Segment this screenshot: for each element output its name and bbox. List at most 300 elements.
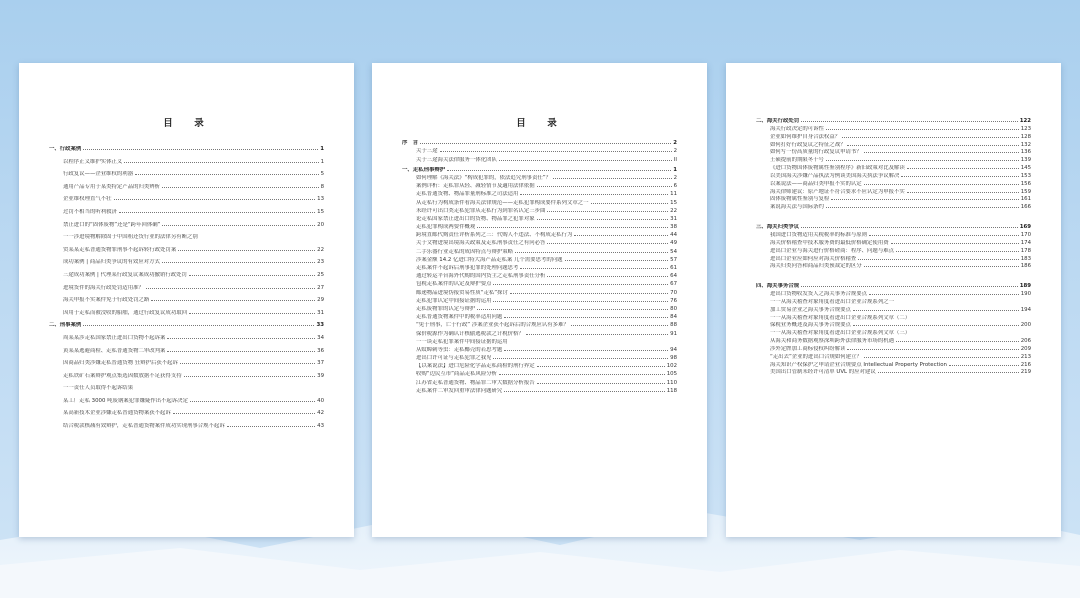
toc-entry-title: 案例详析：走私罪从轻、减轻情节及適用法律依据: [416, 183, 535, 190]
toc-entry-title: 二、海关行政处罚: [756, 118, 800, 124]
toc-page-number: 209: [1020, 345, 1031, 352]
toc-entry-title: 某工厂走私 3000 吨废钢案犯罪嫌疑作出不起诉决定: [63, 397, 188, 404]
toc-entry-row: [756, 239, 1031, 247]
toc-page-number: 123: [1020, 125, 1031, 132]
dot-leader: [227, 423, 315, 427]
toc-entry-row: [756, 203, 1031, 211]
dot-leader: [520, 265, 668, 269]
toc-entry-title: “走出去”企业的进出口合规如何建立？: [770, 353, 862, 360]
toc-entry-title: 涉外定牌加工商标侵权纠纷解读: [770, 345, 846, 352]
toc-entry-title: 过罚不相当的听利救济: [63, 208, 117, 215]
toc-entry-row: [49, 382, 324, 395]
toc-entry-row: [402, 207, 677, 215]
toc-entry-row: [756, 345, 1031, 353]
toc-entry-title: 论走私国家禁止进出口的货物、物品罪之犯罪对象: [416, 215, 535, 222]
toc-entry-title: 企业维权理直气不壮: [63, 196, 112, 203]
toc-page-number: 2: [673, 148, 677, 155]
toc-entry-title: 进境货件的海关行政处罚适用准？: [63, 284, 144, 291]
toc-entry-title: 某高新技术企业涉嫌走私普通货物案获不起诉: [63, 410, 171, 417]
toc-entry-row: [402, 256, 677, 264]
toc-page-number: 49: [670, 240, 677, 247]
toc-page-number: 43: [317, 423, 324, 430]
toc-page-number: 39: [317, 372, 324, 379]
dot-leader: [547, 273, 668, 277]
toc-page-number: 36: [317, 347, 324, 354]
toc-entry-title: 保价税源作为确认计核偷逃税款之计税价格？: [416, 330, 524, 337]
toc-entry-title: 如何理解《海关法》“构成犯罪的，依法追究刑事责任”？: [416, 174, 551, 181]
toc-entry-row: [756, 180, 1031, 188]
toc-entry-title: 通用产品专用于某类特定产品的归类辨析: [63, 183, 161, 190]
dot-leader: [907, 189, 1019, 193]
toc-entry-title: 进出口货物收发货人之海关事务合规要点: [770, 291, 868, 298]
toc-page-number: 40: [317, 397, 324, 404]
toc-entry-title: 进出口企业与海关进行价格磋商：程序、问题与难点: [770, 247, 894, 254]
toc-entry-row: [49, 256, 324, 269]
toc-page-number: 166: [1020, 204, 1031, 211]
toc-page-number: 139: [1020, 157, 1031, 164]
dot-leader: [537, 216, 669, 220]
toc-page-number: 136: [1020, 149, 1031, 156]
toc-entry-row: [756, 247, 1031, 255]
dot-leader: [864, 263, 1019, 267]
toc-entry-row: [756, 231, 1031, 239]
dot-leader: [499, 371, 665, 375]
toc-entry-title: 收购“边民互市”商品走私风险分析: [416, 371, 498, 378]
dot-leader: [801, 283, 1018, 287]
toc-page-number: 94: [670, 346, 677, 353]
dot-leader: [162, 222, 315, 226]
toc-entry-row: [49, 156, 324, 169]
toc-entry-title: 走私普通货物、物品罪量刑标准之司法适用: [416, 191, 519, 198]
toc-entry-row: [402, 247, 677, 255]
toc-entry-title: 周某某涉走私国家禁止进出口货物不起诉案: [63, 334, 166, 341]
dot-leader: [493, 281, 668, 285]
toc-page-number: 29: [317, 297, 324, 304]
toc-entry-title: 四、海关事务合规: [756, 283, 800, 290]
toc-section-row: [49, 319, 324, 332]
toc-section-row: [402, 166, 677, 174]
toc-entry-row: [756, 329, 1031, 337]
toc-list: [756, 117, 1031, 376]
toc-page-number: 27: [317, 284, 324, 291]
toc-page-number: 11: [670, 191, 677, 198]
toc-list: [49, 143, 324, 433]
toc-page-number: 1: [320, 146, 324, 152]
toc-page-number: 156: [1020, 180, 1031, 187]
toc-entry-title: 通过转运平台海外代购的国内货主之走私刑事责任分析: [416, 273, 546, 280]
toc-entry-row: [49, 420, 324, 433]
dot-leader: [178, 247, 315, 251]
toc-entry-row: [756, 262, 1031, 270]
dot-leader: [949, 362, 1019, 366]
toc-entry-row: [49, 294, 324, 307]
toc-entry-row: [756, 148, 1031, 156]
dot-leader: [114, 196, 316, 200]
dot-leader: [162, 184, 319, 188]
toc-page-number: 44: [670, 232, 677, 239]
toc-entry-title: 关于三途海关法律服务一体化团队: [416, 156, 497, 163]
dot-leader: [547, 208, 668, 212]
toc-entry-row: [402, 387, 677, 395]
toc-entry-title: 三、海关归类争议: [756, 224, 800, 231]
dot-leader: [864, 354, 1019, 358]
dot-leader: [499, 157, 672, 161]
dot-leader: [853, 307, 1019, 311]
toc-entry-row: [49, 307, 324, 320]
dot-leader: [907, 165, 1019, 169]
toc-entry-title: 从走私行为构成条件看海关法律规范——走私犯罪构成要件系列文章之一: [416, 199, 589, 206]
toc-entry-row: [402, 155, 677, 163]
toc-entry-title: 从蚊蟑刺等虫：走私椰壳的若思考题: [416, 346, 503, 353]
dot-leader: [83, 322, 314, 326]
toc-entry-row: [49, 219, 324, 232]
dot-leader: [440, 148, 672, 152]
toc-entry-row: [402, 362, 677, 370]
toc-entry-row: [402, 288, 677, 296]
toc-entry-title: 如何打好行政复议之特征之战？: [770, 141, 846, 148]
toc-entry-title: 进出口许可证与走私犯罪之我见: [416, 355, 492, 362]
toc-entry-title: 走私案件不起诉后刑事犯罪的处理问题思考: [416, 265, 519, 271]
toc-entry-row: [49, 357, 324, 370]
toc-entry-row: [756, 125, 1031, 133]
dot-leader: [515, 249, 668, 253]
toc-entry-row: [402, 297, 677, 305]
toc-page-number: 22: [317, 246, 324, 253]
toc-entry-row: [49, 206, 324, 219]
toc-entry-title: 进出口企业应如何应对海关价格稽查: [770, 255, 857, 262]
dot-leader: [869, 291, 1019, 295]
toc-entry-title: 加工贸易企业之海关事务合规要点: [770, 306, 851, 313]
toc-entry-row: [756, 195, 1031, 203]
toc-entry-title: 美国出口管制未经许可清单 UVL 的应对建议: [770, 369, 876, 376]
toc-page-number: 23: [317, 259, 324, 266]
toc-entry-title: 结合税款核减有效辩护，走私普通货物案件成功实现刑事合规不起诉: [63, 423, 225, 430]
toc-page-number: II: [673, 156, 677, 163]
dot-leader: [189, 310, 315, 314]
toc-entry-title: 关于文物进境出境海关政策及走私刑事责任之有问必答: [416, 240, 546, 247]
dot-leader: [146, 285, 315, 289]
toc-entry-title: “免于刑事，亡于行政” 涉案企业获不起诉后的合规应认有多难？: [416, 322, 569, 329]
toc-page-number: 15: [317, 208, 324, 215]
toc-section-row: [756, 282, 1031, 290]
toc-page-number: 174: [1020, 239, 1031, 246]
dot-leader: [162, 259, 315, 263]
toc-section-row: [756, 117, 1031, 125]
toc-page-number: 67: [670, 281, 677, 288]
toc-entry-row: [49, 395, 324, 408]
dot-leader: [826, 126, 1019, 130]
toc-entry-title: 成功案例 | 商品归类争议的有效应对方式: [63, 259, 160, 266]
dot-leader: [504, 388, 664, 392]
toc-page-number: 194: [1020, 306, 1031, 313]
toc-entry-title: 海关申报不实案件免于行政处罚之路: [63, 297, 150, 304]
dot-leader: [180, 360, 315, 364]
dot-leader: [190, 398, 315, 402]
toc-entry-row: [756, 306, 1031, 314]
toc-entry-row: [402, 264, 677, 272]
toc-entry-row: [756, 337, 1031, 345]
toc-entry-row: [756, 368, 1031, 376]
toc-entry-title: 走私普通货物案件中的税率适用问题: [416, 314, 503, 321]
toc-entry-row: [756, 156, 1031, 164]
dot-leader: [526, 331, 668, 335]
toc-entry-title: 黄某某逃避商检、走私普通货物二审改判案: [63, 347, 166, 354]
toc-page-number: 34: [317, 334, 324, 341]
toc-page-number: 110: [666, 379, 677, 386]
dot-leader: [864, 181, 1019, 185]
dot-leader: [189, 272, 315, 276]
dot-leader: [864, 149, 1019, 153]
toc-entry-title: 《进口货物国体废物属性鉴别程序》新旧政策对比及解读: [770, 165, 905, 172]
toc-entry-title: 走私犯罪构成两要件概观: [416, 224, 476, 231]
toc-page-number: 145: [1020, 165, 1031, 172]
dot-leader: [504, 347, 668, 351]
dot-leader: [493, 298, 668, 302]
toc-page-number: 22: [670, 207, 677, 214]
toc-entry-title: 以案说法——商品归类申报不实的认定: [770, 180, 862, 187]
toc-page-number: 213: [1020, 353, 1031, 360]
toc-entry-row: [402, 329, 677, 337]
toc-page-number: 132: [1020, 141, 1031, 148]
dot-leader: [520, 191, 668, 195]
dot-leader: [477, 224, 668, 228]
toc-entry-row: [402, 198, 677, 206]
toc-page-number: 128: [1020, 133, 1031, 140]
toc-page-number: 25: [317, 271, 324, 278]
toc-entry-row: [402, 338, 677, 346]
toc-page-number: 5: [320, 171, 324, 178]
toc-page-number: 88: [670, 322, 677, 329]
dot-leader: [510, 290, 668, 294]
toc-entry-row: [49, 282, 324, 295]
toc-entry-row: [49, 345, 324, 358]
dot-leader: [831, 196, 1018, 200]
dot-leader: [493, 355, 668, 359]
toc-entry-title: 海关行政决定的可诉性: [770, 125, 824, 132]
toc-entry-title: 关于三途: [416, 148, 438, 155]
toc-entry-title: 一一责任人员取得不起诉结果: [63, 385, 134, 392]
toc-entry-row: [402, 182, 677, 190]
toc-page-number: 98: [670, 355, 677, 362]
toc-entry-title: 包税走私案件的认定及辩护要点: [416, 281, 492, 288]
toc-entry-row: [756, 290, 1031, 298]
toc-entry-row: [402, 346, 677, 354]
toc-page-number: 118: [666, 387, 677, 394]
toc-entry-title: 案说海关法与国际条约: [770, 204, 824, 211]
toc-page-number: 38: [670, 224, 677, 231]
toc-entry-row: [756, 141, 1031, 149]
toc-entry-title: 从海关和商务数据观察深圳跨外法律服务市场的机遇: [770, 338, 894, 345]
toc-page-number: 2: [673, 140, 677, 147]
toc-entry-row: [756, 255, 1031, 263]
dot-leader: [869, 232, 1019, 236]
toc-entry-title: 走私废物罪的认定与辩护: [416, 305, 476, 312]
dot-leader: [167, 348, 315, 352]
toc-entry-title: 一一谈走私犯罪案件中间接证据的运用: [416, 338, 508, 345]
toc-page-number: 122: [1019, 118, 1031, 124]
dot-leader: [842, 134, 1019, 138]
toc-entry-title: 企业如何维护自身合法权益？: [770, 133, 841, 140]
toc-entry-title: 走私案件二审发回重审法律问题研究: [416, 387, 503, 394]
dot-leader: [547, 240, 668, 244]
toc-title: 目 录: [516, 118, 563, 129]
toc-page-number: 216: [1020, 361, 1031, 368]
dot-leader: [826, 157, 1019, 161]
toc-entry-title: 王硕提前的期限冬十号: [770, 157, 824, 164]
toc-entry-title: 江苏省走私普通货物、物品罪二审大数据分析报告: [416, 379, 535, 386]
toc-entry-title: 禁止进口的“固体废物”还是“跨年回体确”: [63, 221, 161, 228]
toc-page-number: 219: [1020, 369, 1031, 376]
toc-page-number: 1: [673, 166, 677, 173]
toc-entry-title: 贸某某走私普通货物罪刑事不起诉转行政处罚案: [63, 246, 177, 253]
toc-entry-title: 如何写一份高质量的行政复议申请书？: [770, 149, 862, 156]
dot-leader: [124, 159, 318, 163]
toc-entry-row: [49, 269, 324, 282]
toc-entry-row: [402, 280, 677, 288]
dot-leader: [801, 224, 1018, 228]
toc-entry-row: [402, 223, 677, 231]
toc-entry-row: [402, 378, 677, 386]
dot-leader: [173, 410, 315, 414]
toc-page-number: 206: [1020, 338, 1031, 345]
dot-leader: [420, 140, 671, 144]
dot-leader: [477, 306, 668, 310]
toc-entry-title: 以程序正义维护实体正义: [63, 158, 123, 165]
toc-entry-title: 海关律师建议：原产地证不符合要求不应认定为申报不实: [770, 188, 905, 195]
toc-page-number: 169: [1019, 224, 1031, 231]
toc-page-number: 190: [1020, 291, 1031, 298]
toc-page-number: 13: [317, 196, 324, 203]
toc-entry-title: 我国进口货物适用关税税率的标准与原则: [770, 231, 868, 238]
dot-leader: [565, 257, 669, 261]
toc-entry-title: 以美国海关涉嫌产品执法为例谈美国海关执法争议解决: [770, 172, 900, 179]
toc-section-row: [756, 223, 1031, 231]
dot-leader: [83, 146, 318, 150]
toc-entry-row: [49, 181, 324, 194]
dot-leader: [574, 232, 668, 236]
toc-page-number: 61: [670, 265, 677, 271]
toc-entry-title: 邮递物品进境伪报贸易性质“走私”探讨: [416, 289, 508, 296]
toc-page-number: 8: [320, 183, 324, 190]
toc-entry-title: 三途成功案例 | 代理某行政复议案成功撤销行政处罚: [63, 271, 187, 278]
toc-page-number: 153: [1020, 172, 1031, 179]
dot-leader: [167, 335, 315, 339]
toc-entry-title: 序 言: [402, 140, 419, 147]
toc-entry-title: 一一从海关稽查对象角度看进出口企业合规系列之一: [770, 298, 894, 305]
toc-entry-title: 海关知识产权保护之申请企业合规要点 Intellectual Property Protection: [770, 361, 947, 368]
dot-leader: [447, 167, 671, 171]
toc-page-number: 31: [317, 309, 324, 316]
toc-page-number: 37: [317, 360, 324, 367]
toc-page-number: 91: [670, 330, 677, 337]
toc-page-number: 186: [1020, 263, 1031, 270]
toc-page-number: 54: [670, 248, 677, 255]
document-page-2: [372, 63, 707, 537]
toc-entry-row: [756, 353, 1031, 361]
dot-leader: [891, 240, 1019, 244]
toc-entry-title: 海关价格稽查中技术服务费的最低价格确定使用费: [770, 239, 889, 246]
toc-entry-row: [402, 272, 677, 280]
toc-list: [402, 139, 677, 395]
toc-entry-row: [402, 239, 677, 247]
toc-page-number: 200: [1020, 322, 1031, 329]
toc-entry-title: 因商品归类涉嫌走私普通货物 狂辩护后获不起诉: [63, 360, 178, 367]
toc-page-number: 105: [666, 371, 677, 378]
toc-page-number: 80: [670, 305, 677, 312]
document-page-1: [19, 63, 354, 537]
toc-entry-title: 固体废物属性鉴别与复检: [770, 196, 830, 203]
toc-page-number: 102: [666, 363, 677, 370]
toc-section-row: [49, 143, 324, 156]
dot-leader: [896, 248, 1019, 252]
dot-leader: [537, 380, 665, 384]
dot-leader: [591, 200, 669, 204]
toc-entry-title: 未经许可出口类走私犯罪从走私行为到罪名认定三步曲: [416, 207, 546, 214]
toc-entry-title: 一一从海关稽查对象角度看进出口企业合规系列文章（三）: [770, 330, 911, 337]
toc-entry-row: [49, 231, 324, 244]
toc-entry-title: 保税业务概述及海关事务合规要点: [770, 322, 851, 329]
dot-leader: [151, 297, 315, 301]
toc-entry-row: [402, 190, 677, 198]
document-page-3: [726, 63, 1061, 537]
dot-leader: [537, 183, 672, 187]
dot-leader: [504, 314, 668, 318]
dot-leader: [184, 373, 316, 377]
dot-leader: [119, 209, 315, 213]
toc-page-number: 161: [1020, 196, 1031, 203]
toc-entry-row: [49, 193, 324, 206]
toc-entry-row: [49, 370, 324, 383]
toc-entry-row: [49, 244, 324, 257]
toc-entry-title: 海关归类问答和商品归类预裁定的区分: [770, 263, 862, 270]
toc-entry-title: 【以案说法】进口危险化学品走私商检的刑行界定: [416, 363, 535, 370]
toc-entry-title: 走私犯罪认定中间接证据的运用: [416, 297, 492, 304]
toc-page-number: 15: [670, 199, 677, 206]
toc-entry-row: [756, 172, 1031, 180]
toc-entry-row: [402, 174, 677, 182]
toc-page-number: 84: [670, 314, 677, 321]
dot-leader: [826, 204, 1019, 208]
toc-entry-row: [756, 188, 1031, 196]
toc-page-number: 70: [670, 289, 677, 296]
toc-page-number: 2: [673, 174, 677, 181]
toc-entry-row: [402, 313, 677, 321]
toc-section-row: [402, 139, 677, 147]
toc-page-number: 178: [1020, 247, 1031, 254]
toc-page-number: 20: [317, 221, 324, 228]
dot-leader: [537, 363, 665, 367]
dot-leader: [901, 173, 1018, 177]
dot-leader: [853, 322, 1019, 326]
toc-page-number: 57: [670, 256, 677, 263]
toc-entry-title: 走私铁矿石案辩护观点集选因数放据不足获得支持: [63, 372, 182, 379]
toc-entry-row: [402, 321, 677, 329]
toc-entry-title: 一一从海关稽查对象角度看进出口企业合规系列文章（二）: [770, 314, 911, 321]
toc-entry-row: [402, 354, 677, 362]
toc-entry-row: [402, 370, 677, 378]
toc-entry-row: [49, 168, 324, 181]
dot-leader: [858, 256, 1018, 260]
toc-entry-row: [756, 133, 1031, 141]
dot-leader: [135, 171, 318, 175]
toc-entry-title: 行政复议——企业维权的利器: [63, 171, 134, 178]
dot-leader: [847, 142, 1018, 146]
toc-entry-row: [49, 407, 324, 420]
toc-page-number: 76: [670, 297, 677, 304]
toc-page-number: 64: [670, 273, 677, 280]
toc-title: 目 录: [163, 118, 210, 129]
toc-entry-row: [402, 305, 677, 313]
